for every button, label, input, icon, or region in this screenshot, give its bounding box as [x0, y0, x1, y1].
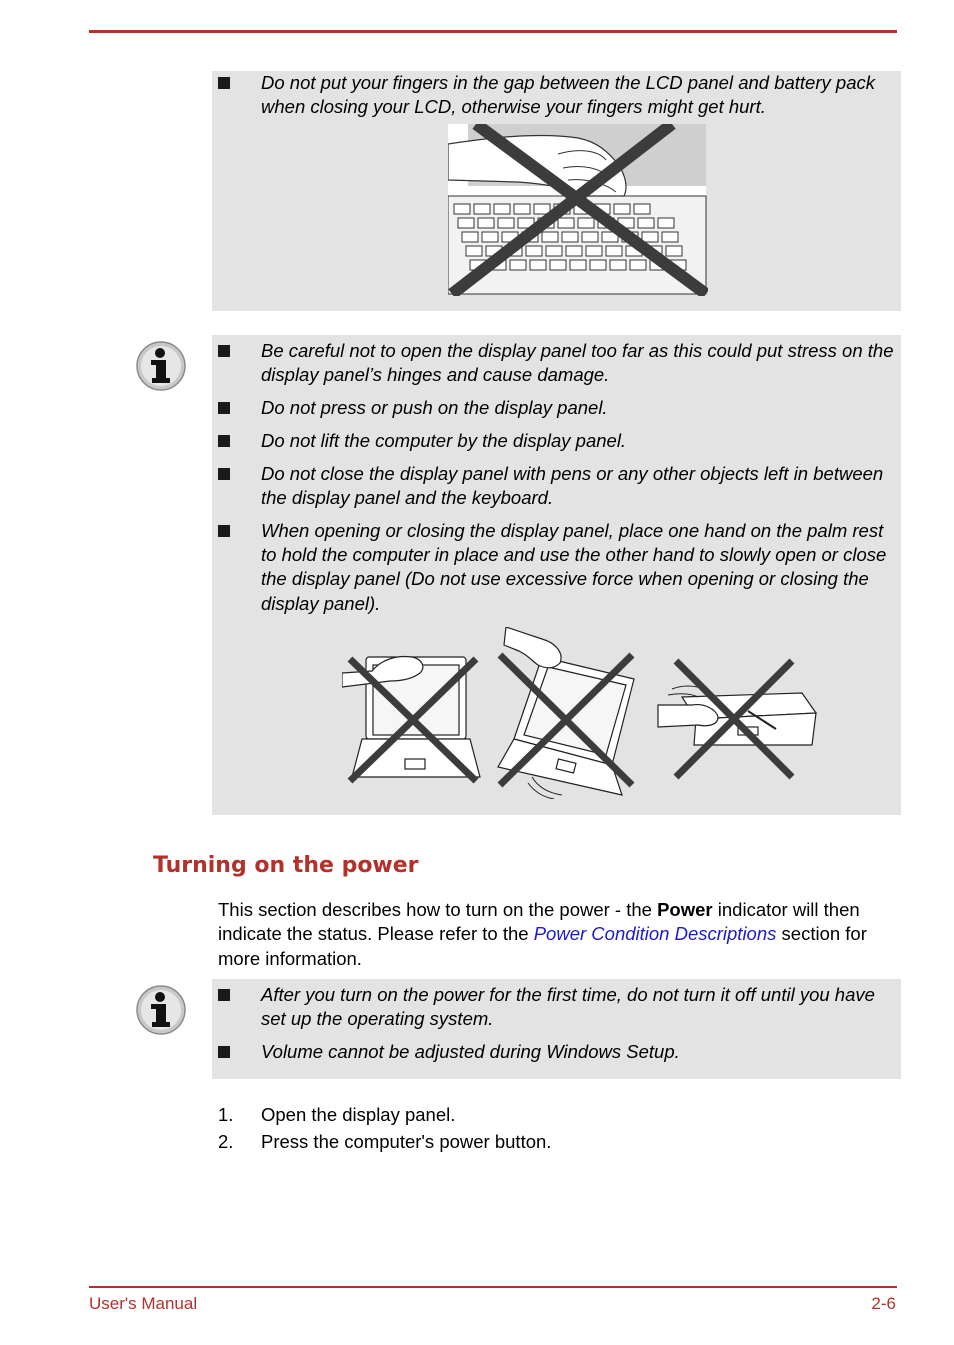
list-item: Do not lift the computer by the display panel.	[212, 429, 901, 453]
warning-box-fingers	[212, 71, 901, 311]
step-item: 1. Open the display panel.	[218, 1104, 456, 1125]
section-intro: This section describes how to turn on the power - the Power indicator will then indicate the status. Please refer to the Power Condition Descriptions section for more information.	[218, 899, 867, 969]
footer-rule	[89, 1286, 897, 1288]
note-list	[212, 339, 901, 624]
list-item: Do not close the display panel with pens or any other objects left in between the display panel and the keyboard.	[212, 462, 901, 511]
list-item: When opening or closing the display panel, place one hand on the palm rest to hold the computer in place and use the other hand to slowly open or close the display panel (Do not use excessive force when opening or closing the display panel).	[212, 519, 901, 616]
bullet-square-icon	[218, 525, 230, 537]
fingers-in-gap-illustration	[448, 124, 708, 296]
warning-list	[212, 71, 901, 128]
section-title: Turning on the power	[153, 853, 419, 878]
bullet-square-icon	[218, 345, 230, 357]
list-item: After you turn on the power for the first time, do not turn it off until you have set up the operating system.	[212, 983, 901, 1032]
step-item: 2. Press the computer's power button.	[218, 1131, 552, 1152]
info-icon	[135, 984, 187, 1036]
bullet-square-icon	[218, 468, 230, 480]
display-panel-handling-illustration	[342, 627, 818, 799]
list-item: Volume cannot be adjusted during Windows Setup.	[212, 1040, 901, 1064]
list-item: Do not press or push on the display panel.	[212, 396, 901, 420]
note-box-first-power-on	[212, 979, 901, 1079]
list-item: Be careful not to open the display panel too far as this could put stress on the display panel’s hinges and cause damage.	[212, 339, 901, 388]
power-condition-link[interactable]: Power Condition Descriptions	[533, 923, 777, 945]
bullet-square-icon	[218, 1046, 230, 1058]
bullet-square-icon	[218, 77, 230, 89]
note-box-display-panel	[212, 335, 901, 815]
list-item: Do not put your fingers in the gap between the LCD panel and battery pack when closing your LCD, otherwise your fingers might get hurt.	[212, 71, 901, 120]
bullet-square-icon	[218, 989, 230, 1001]
info-icon	[135, 340, 187, 392]
bullet-square-icon	[218, 435, 230, 447]
footer-manual-title: User's Manual	[89, 1294, 198, 1313]
power-on-steps	[218, 1101, 551, 1155]
bullet-square-icon	[218, 402, 230, 414]
page-number: 2-6	[871, 1294, 896, 1313]
note-list	[212, 983, 901, 1073]
header-rule	[89, 30, 897, 33]
